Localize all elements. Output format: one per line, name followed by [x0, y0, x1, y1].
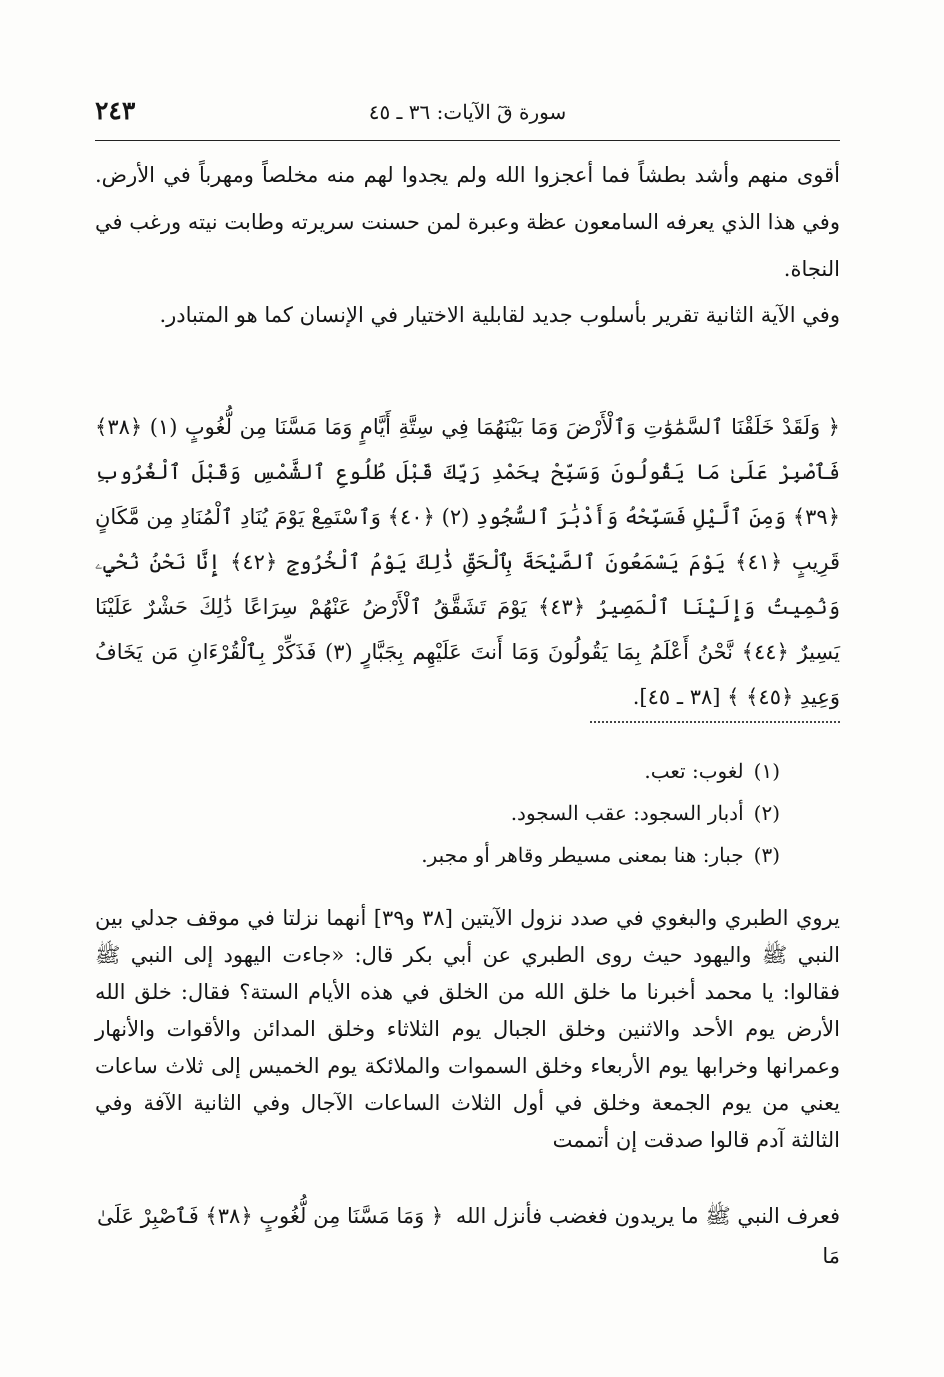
footnotes: [95, 750, 840, 876]
footnote-number: (١): [753, 759, 780, 783]
footnote: [95, 834, 840, 876]
page-number: ٢٤٣: [95, 96, 136, 125]
surah-title: سورة قٓ الآيات: ٣٦ ـ ٤٥: [368, 100, 567, 124]
footnote-separator: [590, 721, 840, 723]
last-line-quran: ﴿ وَمَا مَسَّنَا مِن لُّغُوبٍ ﴿٣٨﴾ فَٱصْبِرْ عَلَىٰ مَا: [97, 1204, 840, 1268]
quran-verses: ﴿ وَلَقَدْ خَلَقْنَا ٱلسَّمَٰوَٰتِ وَٱلْأَرْضَ وَمَا بَيْنَهُمَا فِي سِتَّةِ أَيَّامٍ وَمَا مَسَّنَا مِن لُّغُوبٍ (١) ﴿٣٨﴾ فَٱصْبِرْ عَلَىٰ مَا يَقُولُونَ وَسَبِّحْ بِحَمْدِ رَبِّكَ قَبْلَ طُلُوعِ ٱلشَّمْسِ وَقَبْلَ ٱلْغُرُوبِ ﴿٣٩﴾ وَمِنَ ٱلَّيْلِ فَسَبِّحْهُ وَأَدْبَٰرَ ٱلسُّجُودِ (٢) ﴿٤٠﴾ وَٱسْتَمِعْ يَوْمَ يُنَادِ ٱلْمُنَادِ مِن مَّكَانٍ قَرِيبٍ ﴿٤١﴾ يَوْمَ يَسْمَعُونَ ٱلصَّيْحَةَ بِٱلْحَقِّ ذَٰلِكَ يَوْمُ ٱلْخُرُوجِ ﴿٤٢﴾ إِنَّا نَحْنُ نُحْيِۦ وَنُمِيتُ وَإِلَيْنَا ٱلْمَصِيرُ ﴿٤٣﴾ يَوْمَ تَشَقَّقُ ٱلْأَرْضُ عَنْهُمْ سِرَاعًا ذَٰلِكَ حَشْرٌ عَلَيْنَا يَسِيرٌ ﴿٤٤﴾ نَّحْنُ أَعْلَمُ بِمَا يَقُولُونَ وَمَا أَنتَ عَلَيْهِم بِجَبَّارٍ (٣) فَذَكِّرْ بِٱلْقُرْءَانِ مَن يَخَافُ وَعِيدِ ﴿٤٥﴾ ﴾ [٣٨ ـ ٤٥].: [95, 415, 841, 709]
footnote: [95, 792, 840, 834]
footnote: [95, 750, 840, 792]
last-line-text: فعرف النبي ﷺ ما يريدون فغضب فأنزل الله: [455, 1204, 840, 1228]
footnote-text: لغوب: تعب.: [644, 759, 744, 783]
footnote-number: (٣): [753, 843, 780, 867]
paragraph-1: أقوى منهم وأشد بطشاً فما أعجزوا الله ولم يجدوا لهم منه مخلصاً ومهرباً في الأرض. وفي هذا الذي يعرفه السامعون عظة وعبرة لمن حسنت سريرته وطابت نيته ورغب في النجاة.: [95, 163, 840, 281]
paragraph-2: وفي الآية الثانية تقرير بأسلوب جديد لقابلية الاختيار في الإنسان كما هو المتبادر.: [159, 303, 840, 327]
footnote-number: (٢): [753, 801, 780, 825]
footnote-text: جبار: هنا بمعنى مسيطر وقاهر أو مجبر.: [421, 843, 744, 867]
page-header: [95, 96, 840, 141]
last-line: [95, 1196, 840, 1276]
body-paragraph: يروي الطبري والبغوي في صدد نزول الآيتين [٣٨ و٣٩] أنهما نزلتا في موقف جدلي بين النبي ﷺ واليهود حيث روى الطبري عن أبي بكر قال: «جاءت اليهود إلى النبي ﷺ فقالوا: يا محمد أخبرنا ما خلق الله من الخلق في هذه الأيام الستة؟ فقال: خلق الله الأرض يوم الأحد والاثنين وخلق الجبال يوم الثلاثاء وخلق المدائن والأقوات والأنهار وعمرانها وخرابها يوم الأربعاء وخلق السموات والملائكة يوم الخميس إلى ثلاث ساعات يعني من يوم الجمعة وخلق في أول الثلاث الساعات الآجال وفي الثانية الآفة وفي الثالثة آدم قالوا صدقت إن أتممت: [95, 906, 840, 1152]
footnote-text: أدبار السجود: عقب السجود.: [510, 801, 744, 825]
